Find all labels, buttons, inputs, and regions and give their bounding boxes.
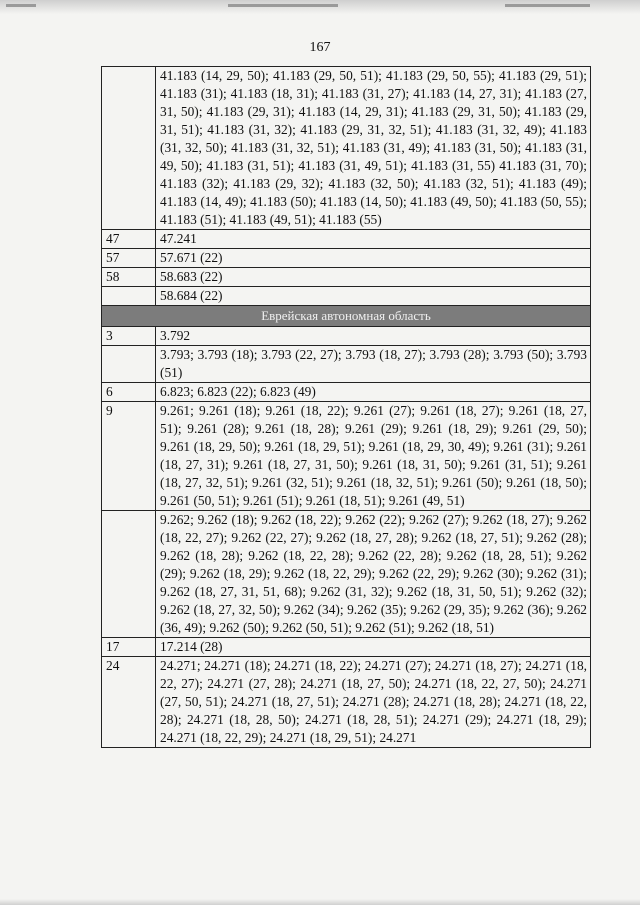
- row-codes: 24.271; 24.271 (18); 24.271 (18, 22); 24.271 (27); 24.271 (18, 27); 24.271 (18, 22, 27); 24.271 (27, 28); 24.271 (18, 27, 50); 24.271 (18, 22, 27, 50); 24.271 (27, 50, 51); 24.271 (18, 27, 51); 24.271 (28); 24.271 (18, 28); 24.271 (18, 22, 28); 24.271 (18, 28, 50); 24.271 (18, 28, 51); 24.271 (29); 24.271 (18, 29); 24.271 (18, 22, 29); 24.271 (18, 29, 51); 24.271: [156, 657, 591, 748]
- row-number: 24: [102, 657, 156, 748]
- table-row: [102, 268, 591, 287]
- row-codes: 58.684 (22): [156, 287, 591, 306]
- table-row: [102, 511, 591, 638]
- row-codes: 47.241: [156, 230, 591, 249]
- row-number: 6: [102, 383, 156, 402]
- scan-artifact: [505, 4, 590, 7]
- row-codes: 9.261; 9.261 (18); 9.261 (18, 22); 9.261 (27); 9.261 (18, 27); 9.261 (18, 27, 51); 9.261 (28); 9.261 (18, 28); 9.261 (29); 9.261 (18, 29); 9.261 (29, 50); 9.261 (18, 29, 50); 9.261 (18, 29, 51); 9.261 (18, 29, 30, 49); 9.261 (31); 9.261 (18, 27, 31); 9.261 (18, 27, 31, 50); 9.261 (18, 31, 50); 9.261 (31, 51); 9.261 (18, 27, 32, 51); 9.261 (32, 51); 9.261 (18, 32, 51); 9.261 (50); 9.261 (18, 50); 9.261 (50, 51); 9.261 (51); 9.261 (18, 51); 9.261 (49, 51): [156, 402, 591, 511]
- row-number: [102, 511, 156, 638]
- row-number: [102, 287, 156, 306]
- table-row: [102, 402, 591, 511]
- row-codes: 3.793; 3.793 (18); 3.793 (22, 27); 3.793 (18, 27); 3.793 (28); 3.793 (50); 3.793 (51): [156, 346, 591, 383]
- scan-bottom-edge: [0, 899, 640, 905]
- table-row: [102, 346, 591, 383]
- page-number: 167: [309, 40, 331, 55]
- row-codes: 41.183 (14, 29, 50); 41.183 (29, 50, 51); 41.183 (29, 50, 55); 41.183 (29, 51); 41.183 (31); 41.183 (18, 31); 41.183 (31, 27); 41.183 (14, 27, 31); 41.183 (27, 31, 50); 41.183 (29, 31); 41.183 (14, 29, 31); 41.183 (29, 31, 50); 41.183 (29, 31, 51); 41.183 (31, 32); 41.183 (29, 31, 32, 51); 41.183 (31, 32, 49); 41.183 (31, 32, 50); 41.183 (31, 32, 51); 41.183 (31, 49); 41.183 (31, 50); 41.183 (31, 49, 50); 41.183 (31, 51); 41.183 (31, 49, 51); 41.183 (31, 55) 41.183 (31, 70); 41.183 (32); 41.183 (29, 32); 41.183 (32, 50); 41.183 (32, 51); 41.183 (49); 41.183 (14, 49); 41.183 (50); 41.183 (14, 50); 41.183 (49, 50); 41.183 (50, 55); 41.183 (51); 41.183 (49, 51); 41.183 (55): [156, 67, 591, 230]
- row-codes: 3.792: [156, 327, 591, 346]
- table-row: [102, 657, 591, 748]
- table-row: [102, 383, 591, 402]
- row-codes: 9.262; 9.262 (18); 9.262 (18, 22); 9.262 (22); 9.262 (27); 9.262 (18, 27); 9.262 (18, 22, 27); 9.262 (22, 27); 9.262 (18, 27, 28); 9.262 (18, 27, 51); 9.262 (28); 9.262 (18, 28); 9.262 (18, 22, 28); 9.262 (22, 28); 9.262 (18, 28, 51); 9.262 (29); 9.262 (18, 29); 9.262 (18, 22, 29); 9.262 (22, 29); 9.262 (30); 9.262 (31); 9.262 (18, 27, 31, 51, 68); 9.262 (31, 32); 9.262 (18, 31, 50, 51); 9.262 (32); 9.262 (18, 27, 32, 50); 9.262 (34); 9.262 (35); 9.262 (29, 35); 9.262 (36); 9.262 (36, 49); 9.262 (50); 9.262 (50, 51); 9.262 (51); 9.262 (18, 51): [156, 511, 591, 638]
- scan-top-edge: [0, 0, 640, 14]
- row-codes: 6.823; 6.823 (22); 6.823 (49): [156, 383, 591, 402]
- row-number: 3: [102, 327, 156, 346]
- row-number: 57: [102, 249, 156, 268]
- row-number: 9: [102, 402, 156, 511]
- table-section-before: [102, 67, 591, 306]
- row-number: 47: [102, 230, 156, 249]
- region-title: Еврейская автономная область: [102, 306, 591, 327]
- table-row: [102, 327, 591, 346]
- region-section: [102, 306, 591, 327]
- table-row: [102, 230, 591, 249]
- table-row: [102, 249, 591, 268]
- table-row: [102, 287, 591, 306]
- scan-artifact: [228, 4, 338, 7]
- table-row: [102, 638, 591, 657]
- codes-table: [101, 66, 591, 748]
- row-number: [102, 346, 156, 383]
- scan-artifact: [6, 4, 36, 7]
- row-codes: 57.671 (22): [156, 249, 591, 268]
- region-header-row: [102, 306, 591, 327]
- row-number: [102, 67, 156, 230]
- table-row: [102, 67, 591, 230]
- row-number: 17: [102, 638, 156, 657]
- table-section-after: [102, 327, 591, 748]
- row-codes: 17.214 (28): [156, 638, 591, 657]
- row-number: 58: [102, 268, 156, 287]
- row-codes: 58.683 (22): [156, 268, 591, 287]
